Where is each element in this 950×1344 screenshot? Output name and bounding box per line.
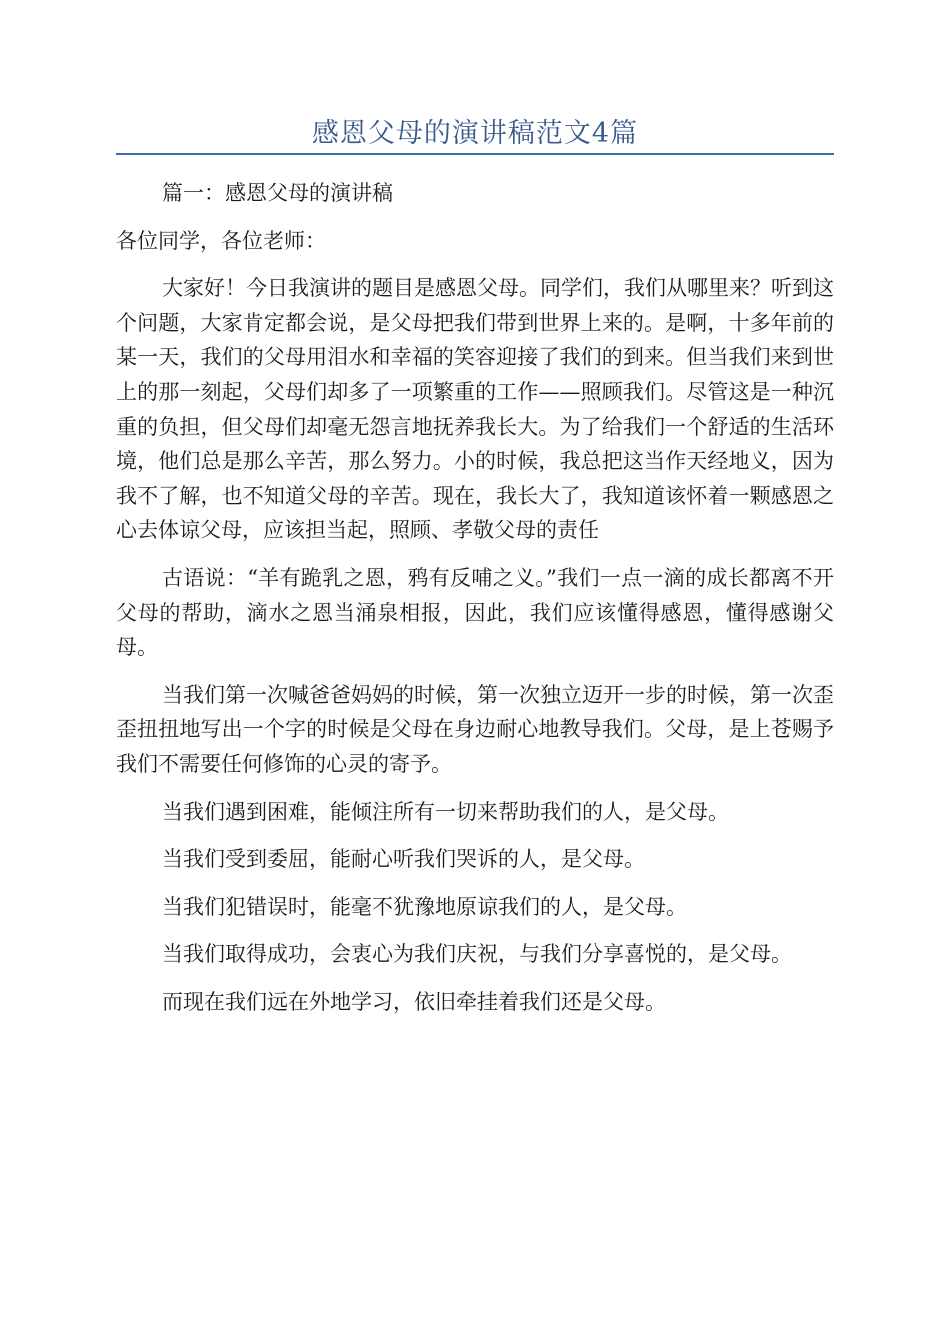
document-body [116, 176, 834, 1032]
paragraph: 当我们犯错误时，能毫不犹豫地原谅我们的人，是父母。 [162, 894, 687, 919]
document-title: 感恩父母的演讲稿范文4篇 [311, 118, 639, 149]
paragraph: 大家好！今日我演讲的题目是感恩父母。同学们，我们从哪里来？听到这个问题，大家肯定都会说，是父母把我们带到世界上来的。是啊，十多年前的某一天，我们的父母用泪水和幸福的笑容迎接了我们的到来。但当我们来到世上的那一刻起，父母们却多了一项繁重的工作——照顾我们。尽管这是一种沉重的负担，但父母们却毫无怨言地抚养我长大。为了给我们一个舒适的生活环境，他们总是那么辛苦，那么努力。小的时候，我总把这当作天经地义，因为我不了解，也不知道父母的辛苦。现在，我长大了，我知道该怀着一颗感恩之心去体谅父母，应该担当起，照顾、孝敬父母的责任 [116, 276, 834, 543]
paragraph: 当我们受到委屈，能耐心听我们哭诉的人，是父母。 [162, 847, 645, 872]
title-underline [116, 153, 834, 155]
section-heading: 篇一：感恩父母的演讲稿 [162, 181, 393, 205]
paragraph: 当我们第一次喊爸爸妈妈的时候，第一次独立迈开一步的时候，第一次歪歪扭扭地写出一个字的时候是父母在身边耐心地教导我们。父母，是上苍赐予我们不需要任何修饰的心灵的寄予。 [116, 682, 834, 776]
paragraph: 当我们遇到困难，能倾注所有一切来帮助我们的人，是父母。 [162, 799, 729, 824]
paragraph: 而现在我们远在外地学习，依旧牵挂着我们还是父母。 [162, 989, 666, 1014]
paragraph: 古语说：“羊有跪乳之恩，鸦有反哺之义。”我们一点一滴的成长都离不开父母的帮助，滴水之恩当涌泉相报，因此，我们应该懂得感恩，懂得感谢父母。 [116, 565, 834, 660]
paragraph: 当我们取得成功，会衷心为我们庆祝，与我们分享喜悦的，是父母。 [162, 942, 792, 967]
salutation: 各位同学，各位老师： [116, 228, 326, 253]
